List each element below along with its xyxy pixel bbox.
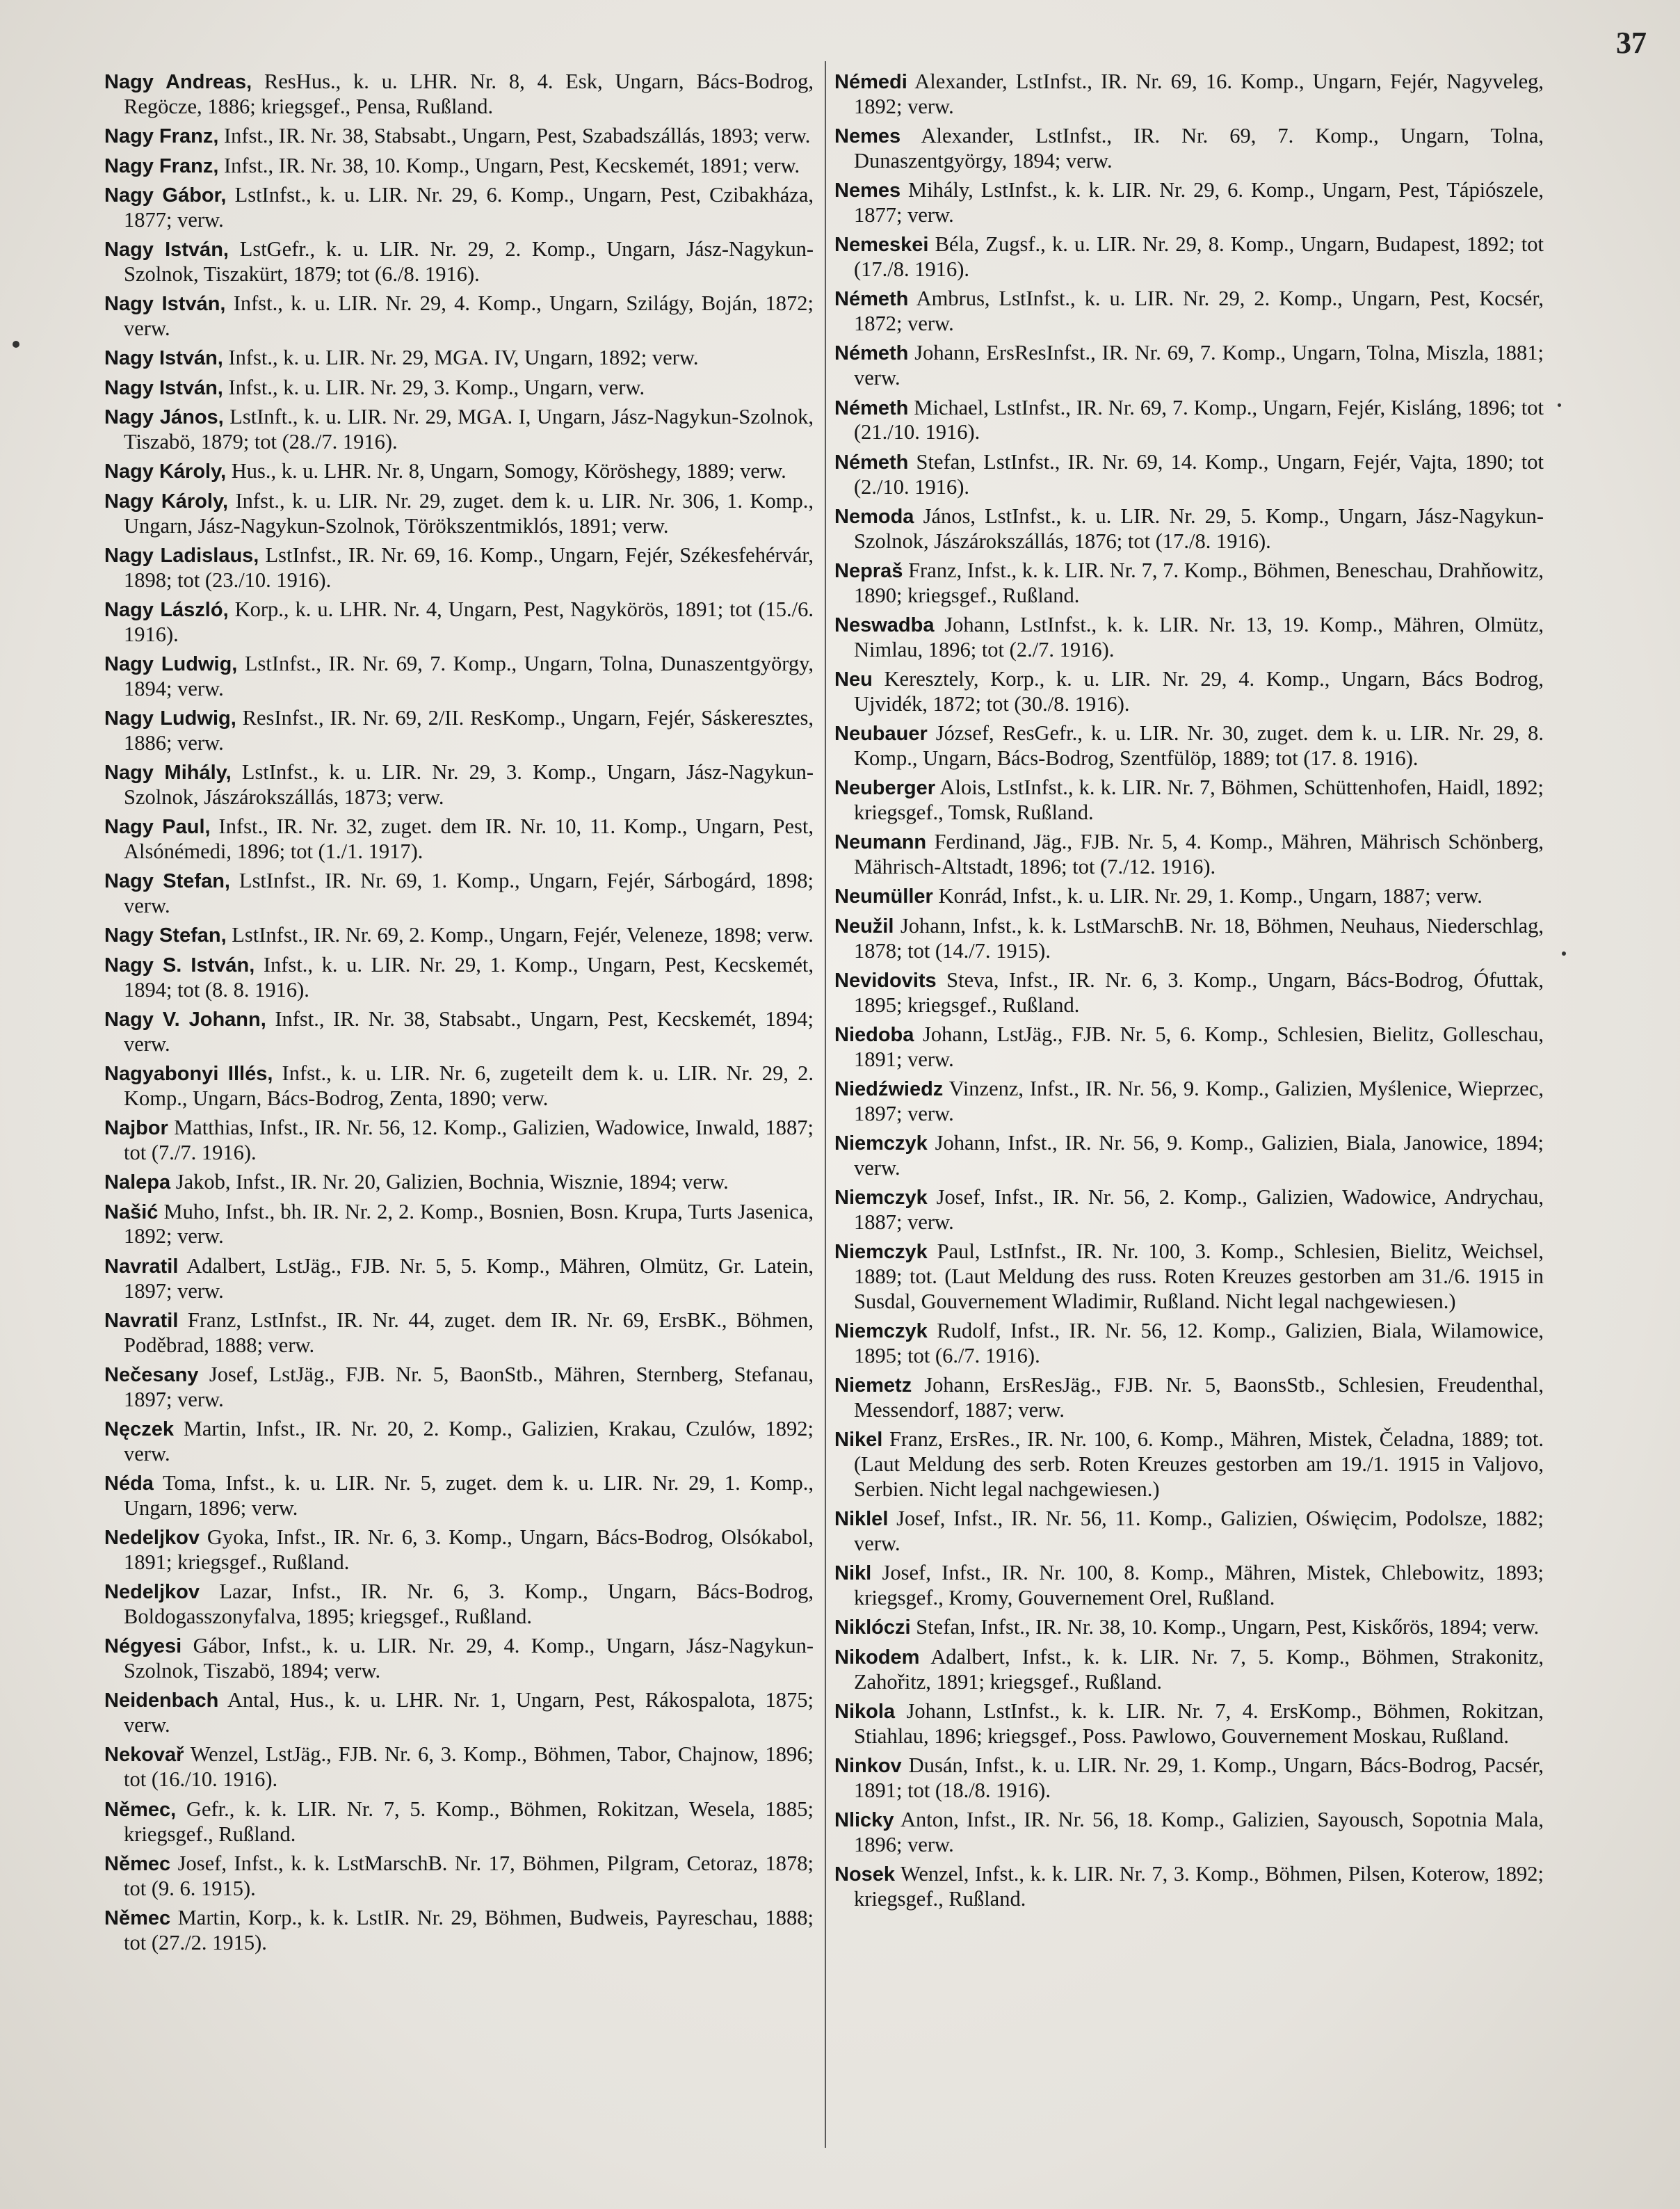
register-entry	[834, 1753, 1544, 1804]
entry-surname: Nagy Andreas,	[104, 71, 252, 93]
register-entry	[104, 1525, 814, 1575]
entry-details: Dusán, Infst., k. u. LIR. Nr. 29, 1. Komp., Ungarn, Bács-Bodrog, Pacsér, 1891; tot (18./8. 1916).	[854, 1753, 1544, 1802]
register-entry	[834, 287, 1544, 337]
register-entry	[834, 968, 1544, 1018]
entry-details: LstInfst., IR. Nr. 69, 7. Komp., Ungarn, Tolna, Dunaszentgyörgy, 1894; verw.	[124, 651, 814, 700]
register-entry	[104, 1417, 814, 1467]
entry-surname: Nagy Mihály,	[104, 762, 232, 785]
entry-details: Josef, Infst., IR. Nr. 56, 11. Komp., Galizien, Oświęcim, Podolsze, 1882; verw.	[854, 1507, 1544, 1556]
entry-surname: Niedźwiedz	[834, 1078, 944, 1101]
register-entry	[834, 341, 1544, 391]
entry-surname: Németh	[834, 451, 909, 474]
register-entry	[104, 1634, 814, 1684]
entry-surname: Němec,	[104, 1798, 177, 1821]
entry-surname: Nosek	[834, 1863, 896, 1886]
entry-surname: Nagy István,	[104, 347, 223, 370]
register-entry	[104, 405, 814, 455]
register-entry	[834, 504, 1544, 554]
register-entry	[104, 291, 814, 342]
entry-details: Johann, Infst., k. k. LstMarschB. Nr. 18, Böhmen, Neuhaus, Niederschlag, 1878; tot (14./7. 1915).	[854, 913, 1544, 963]
register-entry	[104, 1580, 814, 1630]
entry-details: Mihály, LstInfst., k. k. LIR. Nr. 29, 6. Komp., Ungarn, Pest, Tápiószele, 1877; verw.	[854, 178, 1544, 227]
entry-details: LstInfst., k. u. LIR. Nr. 29, 6. Komp., Ungarn, Pest, Czibakháza, 1877; verw.	[124, 182, 814, 232]
register-entry	[834, 1808, 1544, 1858]
entry-surname: Navratil	[104, 1255, 179, 1278]
register-entry	[834, 232, 1544, 282]
register-entry	[834, 450, 1544, 500]
entry-surname: Nagy Paul,	[104, 816, 211, 839]
entry-surname: Nlicky	[834, 1809, 894, 1831]
register-entry	[834, 1862, 1544, 1912]
entry-surname: Nagy Gábor,	[104, 184, 227, 207]
entry-details: Konrád, Infst., k. u. LIR. Nr. 29, 1. Komp., Ungarn, 1887; verw.	[932, 884, 1483, 908]
entry-details: József, ResGefr., k. u. LIR. Nr. 30, zuget. dem k. u. LIR. Nr. 29, 8. Komp., Ungarn, Bács-Bodrog, Szentfülöp, 1889; tot (17. 8. 1916).	[854, 721, 1544, 771]
entry-surname: Niemczyk	[834, 1241, 928, 1264]
register-entry	[104, 489, 814, 539]
entry-details: Alexander, LstInfst., IR. Nr. 69, 16. Komp., Ungarn, Fejér, Nagyveleg, 1892; verw.	[854, 70, 1544, 118]
entry-details: Wenzel, LstJäg., FJB. Nr. 6, 3. Komp., Böhmen, Tabor, Chajnow, 1896; tot (16./10. 1916).	[124, 1742, 814, 1792]
entry-details: Paul, LstInfst., IR. Nr. 100, 3. Komp., Schlesien, Bielitz, Weichsel, 1889; tot. (Laut Meldung des russ. Roten Kreuzes gestorben am 31./6. 1915 in Susdal, Gouvernement Wladimir, Rußland. Nicht legal nachgewiesen.)	[854, 1239, 1544, 1313]
entry-details: Martin, Korp., k. k. LstIR. Nr. 29, Böhmen, Budweis, Payreschau, 1888; tot (27./2. 1915).	[124, 1905, 814, 1954]
entry-details: Infst., IR. Nr. 38, 10. Komp., Ungarn, Pest, Kecskemét, 1891; verw.	[218, 153, 800, 177]
register-entry	[834, 1239, 1544, 1314]
entry-details: Ambrus, LstInfst., k. u. LIR. Nr. 29, 2. Komp., Ungarn, Pest, Kocsér, 1872; verw.	[854, 287, 1544, 336]
entry-surname: Németh	[834, 288, 909, 311]
entry-details: LstGefr., k. u. LIR. Nr. 29, 2. Komp., Ungarn, Jász-Nagykun-Szolnok, Tiszakürt, 1879; tot (6./8. 1916).	[124, 237, 814, 286]
entry-surname: Nagy Ladislaus,	[104, 544, 259, 567]
entry-details: Jakob, Infst., IR. Nr. 20, Galizien, Bochnia, Wisznie, 1894; verw.	[170, 1170, 729, 1194]
scan-speck	[13, 341, 19, 348]
register-entry	[104, 1471, 814, 1521]
entry-surname: Nagy Ludwig,	[104, 707, 236, 730]
entry-surname: Nagy Franz,	[104, 154, 219, 177]
register-entry	[104, 1906, 814, 1956]
entry-details: Wenzel, Infst., k. k. LIR. Nr. 7, 3. Komp., Böhmen, Pilsen, Koterow, 1892; kriegsgef., Rußland.	[854, 1862, 1544, 1911]
entry-details: Infst., k. u. LIR. Nr. 29, MGA. IV, Ungarn, 1892; verw.	[223, 346, 699, 370]
entry-details: Josef, Infst., IR. Nr. 56, 2. Komp., Galizien, Wadowice, Andrychau, 1887; verw.	[854, 1185, 1544, 1235]
entry-details: Infst., k. u. LIR. Nr. 29, 3. Komp., Ungarn, verw.	[223, 375, 645, 399]
register-entry	[104, 1851, 814, 1902]
entry-details: Anton, Infst., IR. Nr. 56, 18. Komp., Galizien, Sayousch, Sopotnia Mala, 1896; verw.	[854, 1808, 1544, 1856]
entry-surname: Neu	[834, 668, 873, 691]
register-entry	[834, 1022, 1544, 1073]
entry-surname: Nagy S. István,	[104, 954, 255, 977]
entry-surname: Neswadba	[834, 613, 935, 636]
entry-surname: Neubauer	[834, 723, 928, 746]
register-entry	[104, 1688, 814, 1738]
entry-details: Infst., k. u. LIR. Nr. 29, 1. Komp., Ungarn, Pest, Kecskemét, 1894; tot (8. 8. 1916).	[124, 952, 814, 1002]
entry-details: Toma, Infst., k. u. LIR. Nr. 5, zuget. dem k. u. LIR. Nr. 29, 1. Komp., Ungarn, 1896; verw.	[124, 1471, 814, 1520]
register-entry	[104, 237, 814, 287]
entry-details: Stefan, Infst., IR. Nr. 38, 10. Komp., Ungarn, Pest, Kiskőrös, 1894; verw.	[910, 1615, 1540, 1639]
entry-details: Muho, Infst., bh. IR. Nr. 2, 2. Komp., Bosnien, Bosn. Krupa, Turts Jasenica, 1892; verw.	[124, 1199, 814, 1248]
register-entry	[834, 1645, 1544, 1695]
entry-surname: Nečesany	[104, 1363, 199, 1386]
entry-surname: Nemes	[834, 125, 901, 148]
entry-surname: Neidenbach	[104, 1689, 219, 1712]
register-entry	[104, 1007, 814, 1057]
register-entry	[834, 1699, 1544, 1749]
entry-surname: Nedeljkov	[104, 1581, 200, 1604]
entry-details: Martin, Infst., IR. Nr. 20, 2. Komp., Galizien, Krakau, Czulów, 1892; verw.	[124, 1416, 814, 1465]
entry-details: Stefan, LstInfst., IR. Nr. 69, 14. Komp., Ungarn, Fejér, Vajta, 1890; tot (2./10. 1916).	[854, 449, 1544, 499]
register-entry	[834, 721, 1544, 771]
register-entry	[834, 1319, 1544, 1369]
entry-details: Korp., k. u. LHR. Nr. 4, Ungarn, Pest, Nagykörös, 1891; tot (15./6. 1916).	[124, 597, 814, 646]
register-entry	[104, 923, 814, 948]
entry-surname: Nagy István,	[104, 293, 226, 316]
entry-details: Gefr., k. k. LIR. Nr. 7, 5. Komp., Böhmen, Rokitzan, Wesela, 1885; kriegsgef., Rußland.	[124, 1797, 814, 1846]
register-entry	[104, 869, 814, 919]
entry-details: Johann, Infst., IR. Nr. 56, 9. Komp., Galizien, Biala, Janowice, 1894; verw.	[854, 1131, 1544, 1180]
register-entry	[104, 1200, 814, 1250]
entry-details: Antal, Hus., k. u. LHR. Nr. 1, Ungarn, Pest, Rákospalota, 1875; verw.	[124, 1688, 814, 1737]
register-entry	[104, 1797, 814, 1847]
entry-surname: Nagy Ludwig,	[104, 652, 238, 675]
register-entry	[104, 597, 814, 648]
entry-details: Gyoka, Infst., IR. Nr. 6, 3. Komp., Ungarn, Bács-Bodrog, Olsókabol, 1891; kriegsgef., Rußland.	[124, 1525, 814, 1575]
entry-surname: Niklel	[834, 1508, 889, 1531]
register-entry	[104, 543, 814, 593]
register-entry	[834, 830, 1544, 880]
register-entry	[834, 1561, 1544, 1611]
entry-details: ResInfst., IR. Nr. 69, 2/II. ResKomp., Ungarn, Fejér, Sáskeresztes, 1886; verw.	[124, 705, 814, 755]
entry-details: Adalbert, LstJäg., FJB. Nr. 5, 5. Komp., Mähren, Olmütz, Gr. Latein, 1897; verw.	[124, 1253, 814, 1303]
entry-details: Johann, LstJäg., FJB. Nr. 5, 6. Komp., Schlesien, Bielitz, Golleschau, 1891; verw.	[854, 1022, 1544, 1071]
entry-details: Keresztely, Korp., k. u. LIR. Nr. 29, 4. Komp., Ungarn, Bács Bodrog, Ujvidék, 1872; tot (30./8. 1916).	[854, 667, 1544, 716]
entry-surname: Nagy István,	[104, 376, 223, 399]
register-entry	[834, 1373, 1544, 1423]
register-entry	[834, 1185, 1544, 1235]
entry-details: Vinzenz, Infst., IR. Nr. 56, 9. Komp., Galizien, Myślenice, Wieprzec, 1897; verw.	[854, 1077, 1544, 1126]
entry-details: Béla, Zugsf., k. u. LIR. Nr. 29, 8. Komp., Ungarn, Budapest, 1892; tot (17./8. 1916).	[854, 232, 1544, 282]
entry-details: Franz, ErsRes., IR. Nr. 100, 6. Komp., Mähren, Mistek, Čeladna, 1889; tot. (Laut Meldung des serb. Roten Kreuzes gestorben am 19./1. 1915 in Valjovo, Serbien. Nicht legal nachgewiesen.)	[854, 1427, 1544, 1501]
entry-surname: Ninkov	[834, 1754, 902, 1777]
entry-surname: Niemczyk	[834, 1187, 928, 1210]
entry-details: Josef, Infst., IR. Nr. 100, 8. Komp., Mähren, Mistek, Chlebowitz, 1893; kriegsgef., Kromy, Gouvernement Orel, Rußland.	[854, 1561, 1544, 1610]
entry-details: Johann, ErsResInfst., IR. Nr. 69, 7. Komp., Ungarn, Tolna, Miszla, 1881; verw.	[854, 341, 1544, 390]
register-entry	[104, 376, 814, 401]
entry-surname: Niemetz	[834, 1374, 912, 1397]
entry-surname: Nagy Franz,	[104, 125, 219, 148]
entry-surname: Neuberger	[834, 777, 936, 800]
register-entry	[104, 346, 814, 371]
entry-details: LstInfst., IR. Nr. 69, 2. Komp., Ungarn, Fejér, Veleneze, 1898; verw.	[226, 923, 814, 947]
entry-details: Ferdinand, Jäg., FJB. Nr. 5, 4. Komp., Mähren, Mährisch Schönberg, Mährisch-Altstadt, 1896; tot (7./12. 1916).	[854, 830, 1544, 879]
register-entry	[834, 124, 1544, 174]
entry-surname: Neumüller	[834, 885, 933, 908]
entry-surname: Nemes	[834, 179, 901, 202]
entry-surname: Nagy Stefan,	[104, 924, 227, 947]
register-entry	[104, 1116, 814, 1166]
entry-surname: Nagy János,	[104, 406, 224, 429]
entry-surname: Németh	[834, 396, 909, 419]
entry-details: Infst., k. u. LIR. Nr. 29, 4. Komp., Ungarn, Szilágy, Boján, 1872; verw.	[124, 291, 814, 341]
entry-details: Michael, LstInfst., IR. Nr. 69, 7. Komp., Ungarn, Fejér, Kisláng, 1896; tot (21./10. 1916).	[854, 395, 1544, 444]
register-entry	[834, 1131, 1544, 1181]
entry-details: LstInfst., k. u. LIR. Nr. 29, 3. Komp., Ungarn, Jász-Nagykun-Szolnok, Jászárokszállás, 1873; verw.	[124, 760, 814, 809]
entry-surname: Némedi	[834, 71, 907, 93]
register-entry	[834, 70, 1544, 120]
register-entry	[104, 1254, 814, 1304]
entry-surname: Nęczek	[104, 1417, 174, 1440]
entry-details: Infst., k. u. LIR. Nr. 6, zugeteilt dem k. u. LIR. Nr. 29, 2. Komp., Ungarn, Bács-Bodrog, Zenta, 1890; verw.	[124, 1061, 814, 1110]
entry-details: Adalbert, Infst., k. k. LIR. Nr. 7, 5. Komp., Böhmen, Strakonitz, Zahořitz, 1891; kriegsgef., Rußland.	[854, 1644, 1544, 1694]
entry-surname: Neumann	[834, 831, 927, 854]
register-entry	[104, 953, 814, 1003]
entry-surname: Nalepa	[104, 1171, 171, 1194]
entry-surname: Négyesi	[104, 1635, 182, 1658]
register-entry	[834, 884, 1544, 909]
entry-surname: Najbor	[104, 1117, 168, 1140]
right-column	[834, 70, 1544, 1916]
left-column	[104, 70, 814, 1960]
register-entry	[104, 124, 814, 149]
register-entry	[104, 1742, 814, 1792]
entry-surname: Nikl	[834, 1562, 872, 1585]
scan-speck	[1562, 951, 1566, 956]
entry-surname: Nepraš	[834, 559, 903, 582]
entry-surname: Nagy László,	[104, 598, 229, 621]
entry-surname: Nekovař	[104, 1744, 184, 1767]
entry-surname: Navratil	[104, 1309, 179, 1332]
register-entry	[834, 559, 1544, 609]
entry-surname: Nikodem	[834, 1646, 920, 1669]
register-entry	[104, 652, 814, 702]
entry-details: Gábor, Infst., k. u. LIR. Nr. 29, 4. Komp., Ungarn, Jász-Nagykun-Szolnok, Tiszabö, 1894; verw.	[124, 1634, 814, 1683]
entry-details: ResHus., k. u. LHR. Nr. 8, 4. Esk, Ungarn, Bács-Bodrog, Regöcze, 1886; kriegsgef., Pensa, Rußland.	[124, 70, 814, 118]
register-entry	[104, 1308, 814, 1358]
entry-details: Franz, Infst., k. k. LIR. Nr. 7, 7. Komp., Böhmen, Beneschau, Drahňowitz, 1890; kriegsgef., Rußland.	[854, 558, 1544, 607]
entry-surname: Němec	[104, 1906, 171, 1929]
register-entry	[834, 776, 1544, 826]
register-entry	[104, 1363, 814, 1413]
register-entry	[834, 1615, 1544, 1640]
entry-details: Lazar, Infst., IR. Nr. 6, 3. Komp., Ungarn, Bács-Bodrog, Boldogasszonyfalva, 1895; kriegsgef., Rußland.	[124, 1580, 814, 1629]
register-entry	[834, 396, 1544, 446]
entry-surname: Nevidovits	[834, 969, 937, 992]
entry-surname: Neužil	[834, 915, 894, 938]
entry-details: Rudolf, Infst., IR. Nr. 56, 12. Komp., Galizien, Biala, Wilamowice, 1895; tot (6./7. 1916).	[854, 1319, 1544, 1368]
entry-surname: Nagy Stefan,	[104, 870, 230, 893]
entry-surname: Nemoda	[834, 505, 914, 528]
entry-surname: Németh	[834, 342, 909, 365]
entry-surname: Niklóczi	[834, 1616, 911, 1639]
entry-surname: Nagy István,	[104, 239, 229, 262]
register-entry	[834, 178, 1544, 228]
register-entry	[104, 760, 814, 810]
entry-details: Matthias, Infst., IR. Nr. 56, 12. Komp., Galizien, Wadowice, Inwald, 1887; tot (7./7. 1916).	[124, 1116, 814, 1164]
entry-surname: Nagy Károly,	[104, 490, 229, 513]
entry-details: Hus., k. u. LHR. Nr. 8, Ungarn, Somogy, Köröshegy, 1889; verw.	[226, 459, 786, 483]
entry-surname: Niedoba	[834, 1024, 914, 1047]
register-entry	[834, 1077, 1544, 1127]
scan-speck	[1558, 403, 1561, 407]
entry-surname: Nagy V. Johann,	[104, 1008, 266, 1031]
entry-details: LstInft., k. u. LIR. Nr. 29, MGA. I, Ungarn, Jász-Nagykun-Szolnok, Tiszabö, 1879; tot (28./7. 1916).	[124, 405, 814, 453]
register-entry	[834, 914, 1544, 964]
entry-surname: Néda	[104, 1472, 154, 1495]
entry-details: Josef, LstJäg., FJB. Nr. 5, BaonStb., Mähren, Sternberg, Stefanau, 1897; verw.	[124, 1362, 814, 1411]
entry-surname: Nagy Károly,	[104, 460, 227, 483]
entry-details: Infst., k. u. LIR. Nr. 29, zuget. dem k. u. LIR. Nr. 306, 1. Komp., Ungarn, Jász-Nagykun-Szolnok, Törökszentmiklós, 1891; verw.	[124, 488, 814, 538]
entry-surname: Nagyabonyi Illés,	[104, 1062, 273, 1085]
entry-details: Infst., IR. Nr. 32, zuget. dem IR. Nr. 10, 11. Komp., Ungarn, Pest, Alsónémedi, 1896; tot (1./1. 1917).	[124, 814, 814, 864]
entry-details: Alexander, LstInfst., IR. Nr. 69, 7. Komp., Ungarn, Tolna, Dunaszentgyörgy, 1894; verw.	[854, 124, 1544, 173]
entry-surname: Němec	[104, 1852, 171, 1875]
entry-surname: Našić	[104, 1200, 159, 1223]
entry-details: Josef, Infst., k. k. LstMarschB. Nr. 17, Böhmen, Pilgram, Cetoraz, 1878; tot (9. 6. 1915).	[124, 1851, 814, 1900]
register-entry	[104, 814, 814, 865]
entry-surname: Niemczyk	[834, 1320, 928, 1343]
entry-details: Infst., IR. Nr. 38, Stabsabt., Ungarn, Pest, Szabadszállás, 1893; verw.	[218, 124, 811, 148]
entry-details: Steva, Infst., IR. Nr. 6, 3. Komp., Ungarn, Bács-Bodrog, Ófuttak, 1895; kriegsgef., Rußland.	[854, 967, 1544, 1017]
entry-surname: Nikel	[834, 1429, 883, 1452]
entry-details: Infst., IR. Nr. 38, Stabsabt., Ungarn, Pest, Kecskemét, 1894; verw.	[124, 1006, 814, 1056]
register-entry	[834, 1427, 1544, 1502]
entry-details: János, LstInfst., k. u. LIR. Nr. 29, 5. Komp., Ungarn, Jász-Nagykun-Szolnok, Jászárokszállás, 1876; tot (17./8. 1916).	[854, 504, 1544, 553]
register-entry	[104, 1061, 814, 1111]
entry-details: LstInfst., IR. Nr. 69, 16. Komp., Ungarn, Fejér, Székesfehérvár, 1898; tot (23./10. 1916).	[124, 543, 814, 592]
register-entry	[104, 706, 814, 756]
entry-details: Johann, LstInfst., k. k. LIR. Nr. 13, 19. Komp., Mähren, Olmütz, Nimlau, 1896; tot (2./7. 1916).	[854, 612, 1544, 661]
register-entry	[834, 667, 1544, 717]
entry-surname: Nedeljkov	[104, 1527, 200, 1550]
entry-details: LstInfst., IR. Nr. 69, 1. Komp., Ungarn, Fejér, Sárbogárd, 1898; verw.	[124, 869, 814, 918]
column-divider	[825, 61, 826, 2148]
entry-surname: Niemczyk	[834, 1132, 928, 1155]
entry-surname: Nikola	[834, 1700, 896, 1723]
register-entry	[834, 1507, 1544, 1557]
entry-details: Alois, LstInfst., k. k. LIR. Nr. 7, Böhmen, Schüttenhofen, Haidl, 1892; kriegsgef., Tomsk, Rußland.	[854, 776, 1544, 825]
entry-details: Johann, LstInfst., k. k. LIR. Nr. 7, 4. ErsKomp., Böhmen, Rokitzan, Stiahlau, 1896; kriegsgef., Poss. Pawlowo, Gouvernement Moskau, Rußland.	[854, 1698, 1544, 1748]
register-entry	[104, 70, 814, 120]
entry-details: Franz, LstInfst., IR. Nr. 44, zuget. dem IR. Nr. 69, ErsBK., Böhmen, Poděbrad, 1888; verw.	[124, 1308, 814, 1357]
page-number: 37	[1616, 26, 1647, 60]
register-entry	[104, 183, 814, 233]
register-entry	[834, 613, 1544, 663]
entry-details: Johann, ErsResJäg., FJB. Nr. 5, BaonsStb., Schlesien, Freudenthal, Messendorf, 1887; verw.	[854, 1373, 1544, 1422]
register-entry	[104, 154, 814, 179]
register-entry	[104, 459, 814, 484]
register-entry	[104, 1170, 814, 1195]
entry-surname: Nemeskei	[834, 234, 929, 257]
